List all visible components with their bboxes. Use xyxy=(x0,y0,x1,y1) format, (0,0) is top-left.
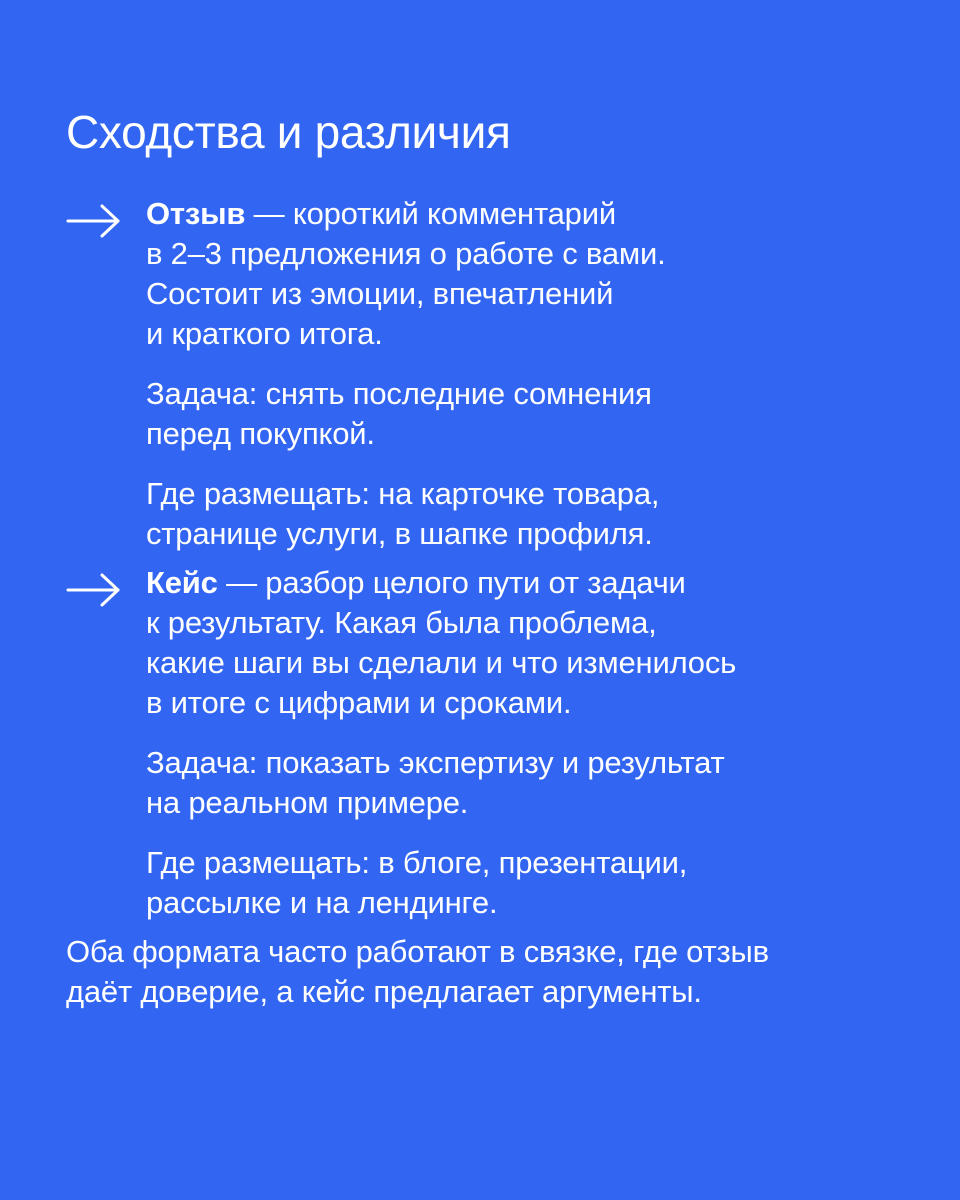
item-placement xyxy=(146,474,906,554)
placement-line: рассылке и на лендинге. xyxy=(146,885,498,920)
task-line: на реальном примере. xyxy=(146,785,469,820)
item-task xyxy=(146,743,906,823)
definition-line: Отзыв — короткий комментарий xyxy=(146,196,616,231)
definition-line: какие шаги вы сделали и что изменилось xyxy=(146,645,737,680)
definition-line: Кейс — разбор целого пути от задачи xyxy=(146,565,686,600)
definition-line: к результату. Какая была проблема, xyxy=(146,605,657,640)
placement-line: Где размещать: в блоге, презентации, xyxy=(146,845,688,880)
placement-line: странице услуги, в шапке профиля. xyxy=(146,516,653,551)
task-line: перед покупкой. xyxy=(146,416,375,451)
page-title: Сходства и различия xyxy=(66,106,511,158)
conclusion-line: даёт доверие, а кейс предлагает аргументы. xyxy=(66,974,702,1009)
arrow-right-icon xyxy=(66,204,122,238)
task-line: Задача: показать экспертизу и результат xyxy=(146,745,725,780)
item-placement xyxy=(146,843,906,923)
item-definition xyxy=(146,563,906,723)
definition-line: в итоге с цифрами и сроками. xyxy=(146,685,572,720)
item-term: Отзыв xyxy=(146,196,246,231)
definition-line: Состоит из эмоции, впечатлений xyxy=(146,276,614,311)
item-term: Кейс xyxy=(146,565,218,600)
conclusion-line: Оба формата часто работают в связке, где отзыв xyxy=(66,934,769,969)
definition-line: и краткого итога. xyxy=(146,316,383,351)
definition-line: в 2–3 предложения о работе с вами. xyxy=(146,236,666,271)
item-task xyxy=(146,374,906,454)
arrow-right-icon xyxy=(66,573,122,607)
item-definition xyxy=(146,194,906,354)
task-line: Задача: снять последние сомнения xyxy=(146,376,652,411)
item-body xyxy=(146,563,906,943)
conclusion-text xyxy=(66,932,926,1012)
item-body xyxy=(146,194,906,574)
placement-line: Где размещать: на карточке товара, xyxy=(146,476,660,511)
